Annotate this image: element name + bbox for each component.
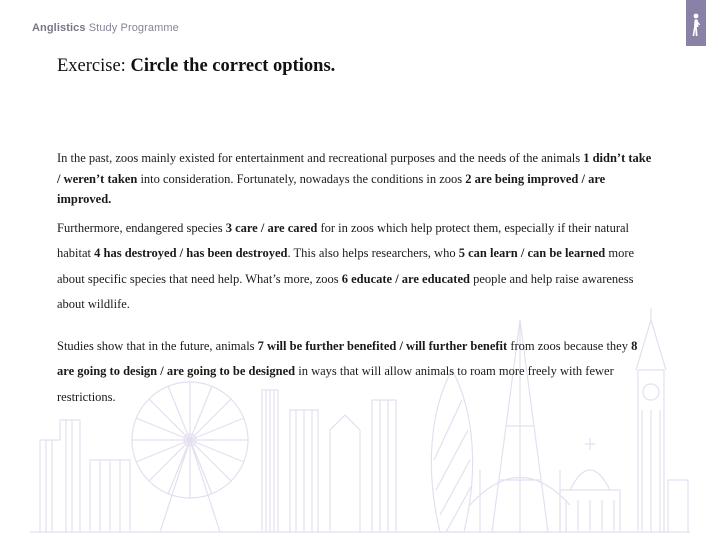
exercise-title-instruction: Circle the correct options.: [130, 56, 336, 76]
text-segment: . This also helps researchers, who: [287, 246, 459, 260]
option-5[interactable]: 5 can learn / can be learned: [458, 246, 606, 260]
text-segment: In the past, zoos mainly existed for entertainment and recreational purposes and the needs of the animals: [57, 151, 584, 165]
text-segment: people and help raise awareness about wildlife.: [57, 271, 634, 311]
text-segment: more about specific species that need help. What’s more, zoos: [57, 246, 635, 286]
exercise-title-prefix: Exercise:: [57, 56, 131, 76]
logo-tab: [686, 0, 706, 46]
option-7[interactable]: 7 will be further benefited / will further benefit: [257, 338, 508, 353]
text-segment: Studies show that in the future, animals: [57, 338, 258, 353]
paragraph-1: [57, 148, 657, 210]
brand-name: Anglistics: [32, 22, 86, 34]
paragraph-2: [57, 216, 657, 318]
text-segment: in ways that will allow animals to roam more freely with fewer restrictions.: [57, 364, 614, 404]
text-segment: Furthermore, endangered species: [57, 220, 226, 235]
brand-header: [32, 22, 179, 34]
exercise-title: [57, 56, 335, 77]
text-segment: for in zoos which help protect them, especially if their natural habitat: [57, 220, 630, 260]
text-segment: into consideration. Fortunately, nowadays the conditions in zoos: [137, 171, 466, 186]
paragraph-3: [57, 334, 657, 411]
text-segment: from zoos because they: [507, 338, 632, 353]
option-3[interactable]: 3 care / are cared: [225, 220, 318, 235]
option-6[interactable]: 6 educate / are educated: [341, 271, 470, 286]
exercise-text: [57, 148, 657, 410]
option-2[interactable]: 2 are being improved / are improved.: [57, 171, 606, 206]
option-1[interactable]: 1 didn’t take / weren’t taken: [57, 151, 652, 186]
brand-subtitle: Study Programme: [85, 22, 179, 34]
option-4[interactable]: 4 has destroyed / has been destroyed: [94, 246, 288, 260]
option-8[interactable]: 8 are going to design / are going to be designed: [57, 338, 638, 378]
figure-logo-icon: [686, 0, 706, 46]
